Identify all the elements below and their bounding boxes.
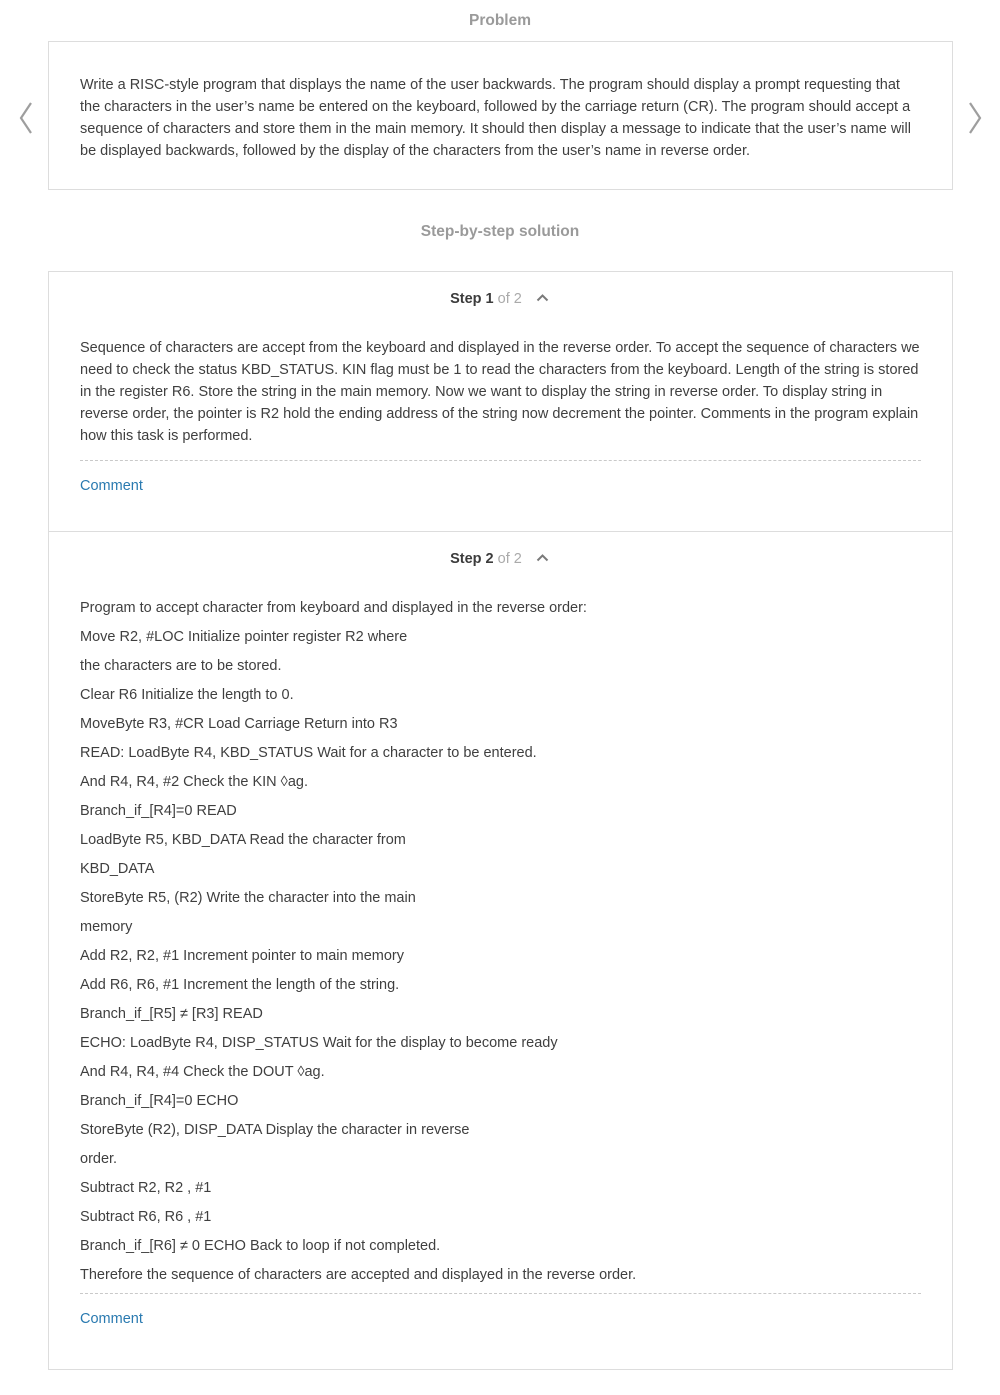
step-paragraph: ECHO: LoadByte R4, DISP_STATUS Wait for the display to become ready	[80, 1035, 558, 1051]
step-paragraph: Branch_if_[R4]=0 ECHO	[80, 1093, 239, 1109]
step-paragraph: Subtract R2, R2 , #1	[80, 1180, 212, 1196]
step-paragraph: MoveByte R3, #CR Load Carriage Return into R3	[80, 716, 398, 732]
step-2-label: Step 2	[450, 551, 494, 567]
step-1-collapse-button[interactable]	[534, 290, 551, 305]
step-paragraph: the characters are to be stored.	[80, 658, 282, 674]
step-1-label: Step 1	[450, 291, 494, 307]
step-paragraph: And R4, R4, #4 Check the DOUT ◊ag.	[80, 1064, 325, 1080]
step-paragraph: Move R2, #LOC Initialize pointer register R2 where	[80, 629, 408, 645]
next-problem-button[interactable]	[958, 89, 992, 147]
step-paragraph: Branch_if_[R6] ≠ 0 ECHO Back to loop if not completed.	[80, 1238, 441, 1254]
step-1-header	[80, 288, 921, 310]
step-paragraph: Sequence of characters are accept from the keyboard and displayed in the reverse order. To accept the sequence of characters we need to check the status KBD_STATUS. KIN flag must be 1 to read the characters from the keyboard. Length of the string is stored in the register R6. Store the string in the main memory. Now we want to display the string in reverse order. To display string in reverse order, the pointer is R2 hold the ending address of the string now decrement the pointer. Comments in the program explain how this task is performed.	[80, 340, 920, 444]
step-paragraph: Subtract R6, R6 , #1	[80, 1209, 212, 1225]
step-2-count: of 2	[497, 551, 522, 567]
problem-card	[48, 41, 953, 190]
chevron-up-icon	[536, 290, 549, 305]
step-paragraph: Therefore the sequence of characters are accepted and displayed in the reverse order.	[80, 1267, 637, 1283]
step-2-paragraphs	[80, 597, 921, 1286]
chevron-right-icon	[967, 101, 984, 135]
problem-text: Write a RISC-style program that displays the name of the user backwards. The program should display a prompt requesting that the characters in the user’s name be entered on the keyboard, followed by the carriage return (CR). The program should accept a sequence of characters and store them in the main memory. It should then display a message to indicate that the user’s name will be displayed backwards, followed by the display of the characters from the user’s name in reverse order.	[80, 77, 911, 159]
step-paragraph: KBD_DATA	[80, 861, 155, 877]
step-1-card	[48, 271, 953, 532]
step-paragraph: LoadByte R5, KBD_DATA Read the character from	[80, 832, 406, 848]
step-paragraph: Program to accept character from keyboard and displayed in the reverse order:	[80, 600, 587, 616]
step-1-comment-link[interactable]: Comment	[80, 478, 143, 494]
step-2-collapse-button[interactable]	[534, 550, 551, 565]
step-paragraph: StoreByte R5, (R2) Write the character into the main	[80, 890, 416, 906]
step-paragraph: order.	[80, 1151, 118, 1167]
step-paragraph: Add R2, R2, #1 Increment pointer to main memory	[80, 948, 404, 964]
step-paragraph: Branch_if_[R5] ≠ [R3] READ	[80, 1006, 263, 1022]
step-paragraph: memory	[80, 919, 133, 935]
step-1-paragraphs	[80, 337, 921, 447]
step-2-header	[80, 548, 921, 570]
chevron-up-icon	[536, 550, 549, 565]
step-2-card	[48, 531, 953, 1370]
problem-carousel	[0, 41, 1000, 190]
step-2-comment-link[interactable]: Comment	[80, 1311, 143, 1327]
step-1-count: of 2	[497, 291, 522, 307]
step-paragraph: And R4, R4, #2 Check the KIN ◊ag.	[80, 774, 309, 790]
step-paragraph: StoreByte (R2), DISP_DATA Display the character in reverse	[80, 1122, 470, 1138]
divider	[80, 460, 921, 461]
previous-problem-button[interactable]	[8, 89, 42, 147]
step-paragraph: Branch_if_[R4]=0 READ	[80, 803, 237, 819]
chevron-left-icon	[17, 101, 34, 135]
solution-title: Step-by-step solution	[420, 223, 580, 240]
divider	[80, 1293, 921, 1294]
step-paragraph: Add R6, R6, #1 Increment the length of the string.	[80, 977, 400, 993]
step-paragraph: Clear R6 Initialize the length to 0.	[80, 687, 294, 703]
problem-title: Problem	[468, 12, 531, 29]
step-paragraph: READ: LoadByte R4, KBD_STATUS Wait for a character to be entered.	[80, 745, 537, 761]
